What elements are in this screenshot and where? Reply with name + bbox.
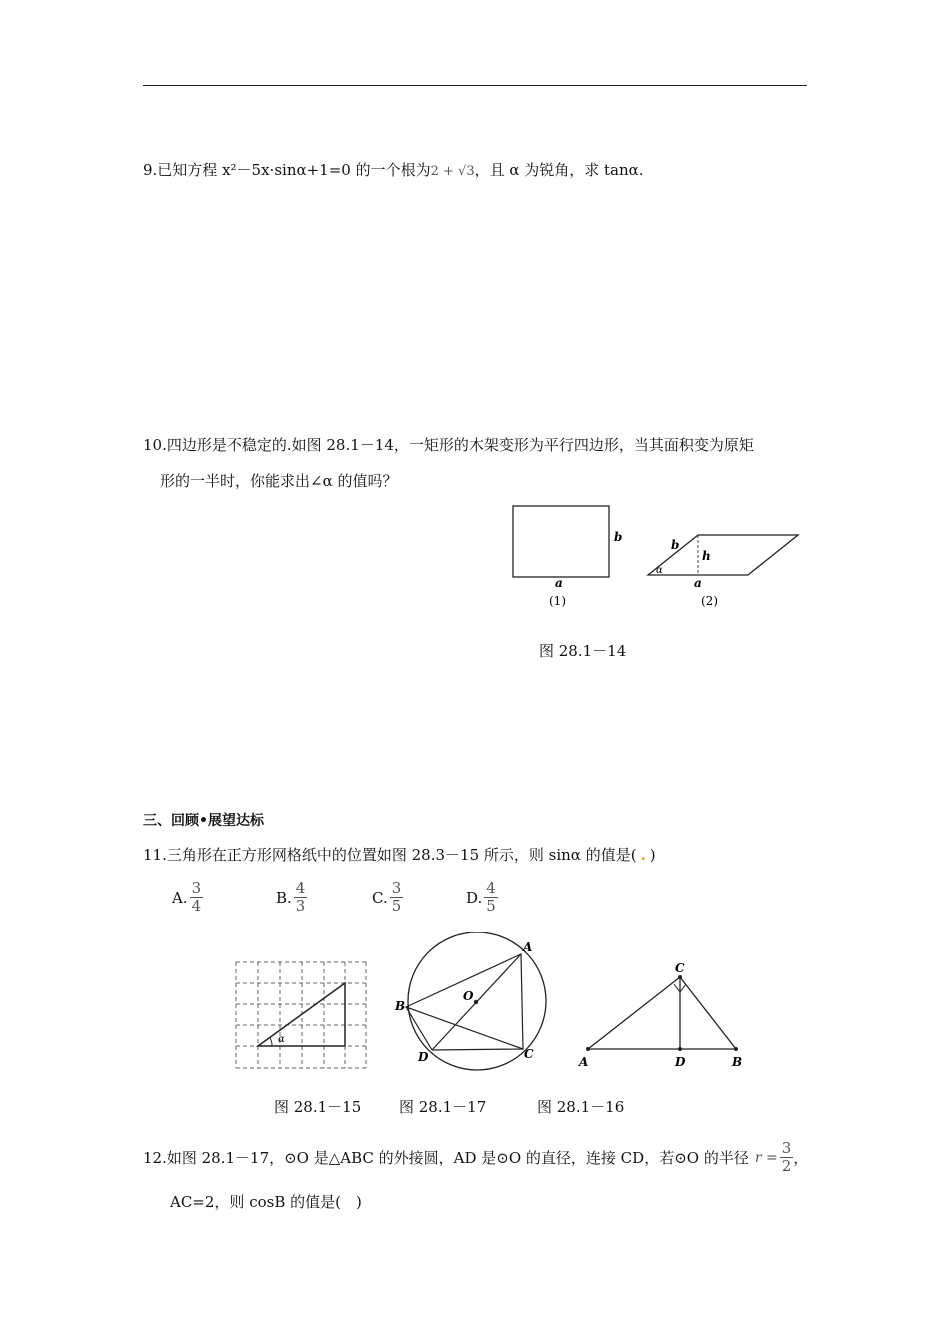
figure-28-1-16-triangle (574, 958, 754, 1073)
para-label-alpha: α (656, 565, 663, 576)
tri-label-d: D (675, 1055, 686, 1069)
question-11: 11.三角形在正方形网格纸中的位置如图 28.3－15 所示，则 sinα 的值是( . ) (143, 846, 656, 864)
option-a[interactable]: A. $\frac{3}{4}$ (172, 879, 202, 915)
circle-label-b: B (395, 999, 406, 1013)
para-label-b: b (671, 538, 680, 552)
option-c[interactable]: C. $\frac{3}{5}$ (372, 879, 402, 915)
option-d-fraction: $\frac{4}{5}$ (486, 879, 496, 915)
rectangle-shape (513, 506, 609, 577)
angle-arc (270, 1038, 272, 1046)
option-d[interactable]: D. $\frac{4}{5}$ (466, 879, 496, 915)
circle-label-o: O (463, 989, 474, 1003)
triangle-abc-right (588, 977, 736, 1049)
tri-label-b: B (732, 1055, 743, 1069)
segment-cd (432, 1049, 523, 1050)
figure-15-caption: 图 28.1－15 (274, 1098, 362, 1116)
segment-bd (406, 1007, 432, 1050)
grid-label-alpha: α (278, 1034, 285, 1045)
para-label-h: h (702, 549, 711, 563)
center-point (474, 1000, 478, 1004)
figure-17-caption: 图 28.1－17 (399, 1098, 487, 1116)
para-label-a: a (694, 576, 702, 590)
figure-28-1-17-circle (390, 932, 550, 1072)
rect-label-a: a (555, 576, 563, 590)
radius-variable: r = (754, 1149, 778, 1166)
circle-label-d: D (418, 1050, 429, 1064)
tri-label-a: A (579, 1055, 589, 1069)
question-10-line2: 形的一半时，你能求出∠α 的值吗？ (160, 472, 398, 490)
header-rule (143, 85, 807, 86)
q9-root-expression: 2 + √3 (430, 164, 475, 179)
question-10-line1: 10.四边形是不稳定的.如图 28.1－14，一矩形的木架变形为平行四边形，当其面积变为原矩 (143, 436, 754, 454)
figure-28-1-14 (500, 500, 810, 615)
question-12-line2: AC=2，则 cosB 的值是( ) (170, 1193, 362, 1211)
rect-label-b: b (614, 530, 623, 544)
rect-caption: (1) (549, 594, 566, 608)
para-caption: (2) (701, 594, 718, 608)
section-3-title: 三、回顾•展望达标 (143, 813, 264, 829)
option-b[interactable]: B. $\frac{4}{3}$ (276, 879, 306, 915)
question-12-line1: 12.如图 28.1－17，⊙O 是△ABC 的外接圆，AD 是⊙O 的直径，连接 CD，若⊙O 的半径 r = $\frac{3}{2}$ ， (143, 1139, 809, 1175)
circle-label-a: A (523, 940, 533, 954)
question-9: 9.已知方程 x²－5x·sinα+1=0 的一个根为2 + √3，且 α 为锐角，求 tanα. (143, 161, 644, 179)
option-c-fraction: $\frac{3}{5}$ (391, 879, 402, 915)
option-a-fraction: $\frac{3}{4}$ (191, 879, 202, 915)
answer-mark: . (640, 846, 646, 864)
figure-16-caption: 图 28.1－16 (537, 1098, 625, 1116)
tri-label-c: C (675, 961, 685, 975)
figure-28-1-15-grid (232, 958, 370, 1074)
circle-label-c: C (524, 1047, 534, 1061)
figure-14-caption: 图 28.1－14 (539, 642, 627, 660)
radius-fraction: $\frac{3}{2}$ (781, 1139, 792, 1175)
option-b-fraction: $\frac{4}{3}$ (295, 879, 306, 915)
